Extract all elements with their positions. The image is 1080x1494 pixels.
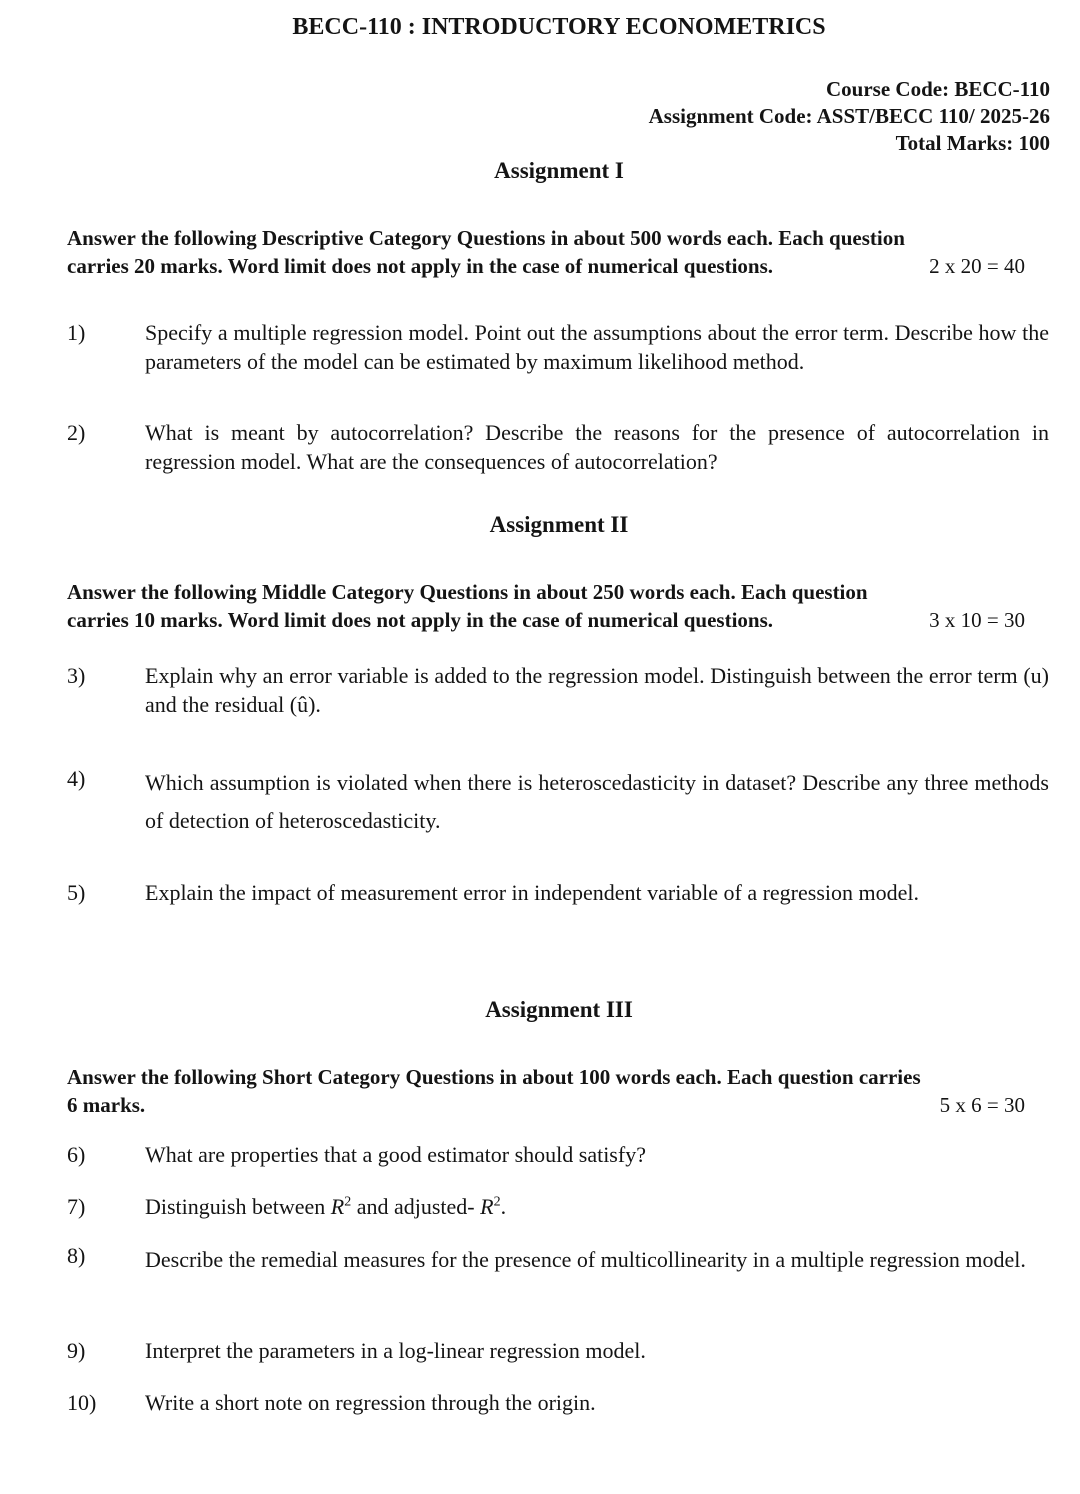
section-marks: 2 x 20 = 40 bbox=[929, 254, 1025, 278]
section-marks: 3 x 10 = 30 bbox=[929, 608, 1025, 632]
superscript: 2 bbox=[493, 1194, 501, 1210]
question-number: 2) bbox=[67, 420, 86, 445]
question-number: 7) bbox=[67, 1194, 86, 1219]
section-instructions bbox=[67, 224, 1049, 280]
question-text: Write a short note on regression through the origin. bbox=[145, 1390, 596, 1415]
document-title: BECC-110 : INTRODUCTORY ECONOMETRICS bbox=[292, 14, 826, 40]
question-text: Explain the impact of measurement error in independent variable of a regression model. bbox=[145, 880, 919, 905]
assignment-code: Assignment Code: ASST/BECC 110/ 2025-26 bbox=[648, 104, 1050, 128]
instruction-text: carries 20 marks. Word limit does not apply in the case of numerical questions. bbox=[67, 254, 774, 278]
r-squared-symbol: R bbox=[480, 1194, 494, 1219]
question-text: Specify a multiple regression model. Point out the assumptions about the error term. Describe how the parameters of the model can be estimated by maximum likelihood method. bbox=[145, 320, 1049, 374]
question-number: 3) bbox=[67, 663, 86, 688]
section-marks: 5 x 6 = 30 bbox=[939, 1093, 1025, 1117]
instruction-line: Answer the following Short Category Questions in about 100 words each. Each question carries bbox=[67, 1065, 921, 1089]
question-text: What is meant by autocorrelation? Describe the reasons for the presence of autocorrelation in regression model. What are the consequences of autocorrelation? bbox=[145, 420, 1049, 474]
section-instructions bbox=[67, 578, 1049, 634]
question-item bbox=[67, 764, 1049, 840]
question-number: 8) bbox=[67, 1243, 86, 1268]
course-code: Course Code: BECC-110 bbox=[826, 77, 1050, 101]
total-marks: Total Marks: 100 bbox=[895, 131, 1050, 155]
instruction-line bbox=[67, 1091, 1049, 1119]
instruction-line: Answer the following Descriptive Category Questions in about 500 words each. Each question bbox=[67, 226, 905, 250]
section-heading: Assignment II bbox=[489, 512, 629, 537]
question-number: 6) bbox=[67, 1142, 86, 1167]
question-text: What are properties that a good estimator should satisfy? bbox=[145, 1142, 646, 1167]
question-item bbox=[67, 878, 1049, 907]
question-number: 10) bbox=[67, 1390, 97, 1415]
question-text bbox=[145, 1192, 1049, 1221]
section-heading: Assignment I bbox=[494, 158, 624, 183]
question-item bbox=[67, 418, 1049, 476]
instruction-line bbox=[67, 252, 1049, 280]
question-number: 4) bbox=[67, 766, 86, 791]
question-item bbox=[67, 1192, 1049, 1221]
question-number: 1) bbox=[67, 320, 86, 345]
question-text: Describe the remedial measures for the presence of multicollinearity in a multiple regression model. bbox=[145, 1247, 1026, 1272]
r-squared-symbol: R bbox=[330, 1194, 345, 1219]
superscript: 2 bbox=[344, 1194, 352, 1210]
question-number: 9) bbox=[67, 1338, 86, 1363]
question-text: Interpret the parameters in a log-linear regression model. bbox=[145, 1338, 646, 1363]
question-item bbox=[67, 318, 1049, 376]
question-text-part: and adjusted- bbox=[351, 1194, 481, 1219]
question-item bbox=[67, 1140, 1049, 1169]
instruction-line: Answer the following Middle Category Questions in about 250 words each. Each question bbox=[67, 580, 868, 604]
question-item bbox=[67, 661, 1049, 719]
question-item bbox=[67, 1388, 1049, 1417]
question-item bbox=[67, 1336, 1049, 1365]
question-number: 5) bbox=[67, 880, 86, 905]
section-heading: Assignment III bbox=[485, 997, 633, 1022]
question-text: Explain why an error variable is added to the regression model. Distinguish between the error term (u) and the residual (û). bbox=[145, 663, 1049, 717]
section-instructions bbox=[67, 1063, 1049, 1119]
instruction-text: 6 marks. bbox=[67, 1093, 146, 1117]
question-item bbox=[67, 1241, 1049, 1279]
question-text: Which assumption is violated when there is heteroscedasticity in dataset? Describe any three methods of detection of heteroscedasticity. bbox=[145, 770, 1049, 833]
question-text-part: . bbox=[500, 1194, 507, 1219]
question-text-part: Distinguish between bbox=[145, 1194, 331, 1219]
instruction-text: carries 10 marks. Word limit does not apply in the case of numerical questions. bbox=[67, 608, 774, 632]
instruction-line bbox=[67, 606, 1049, 634]
